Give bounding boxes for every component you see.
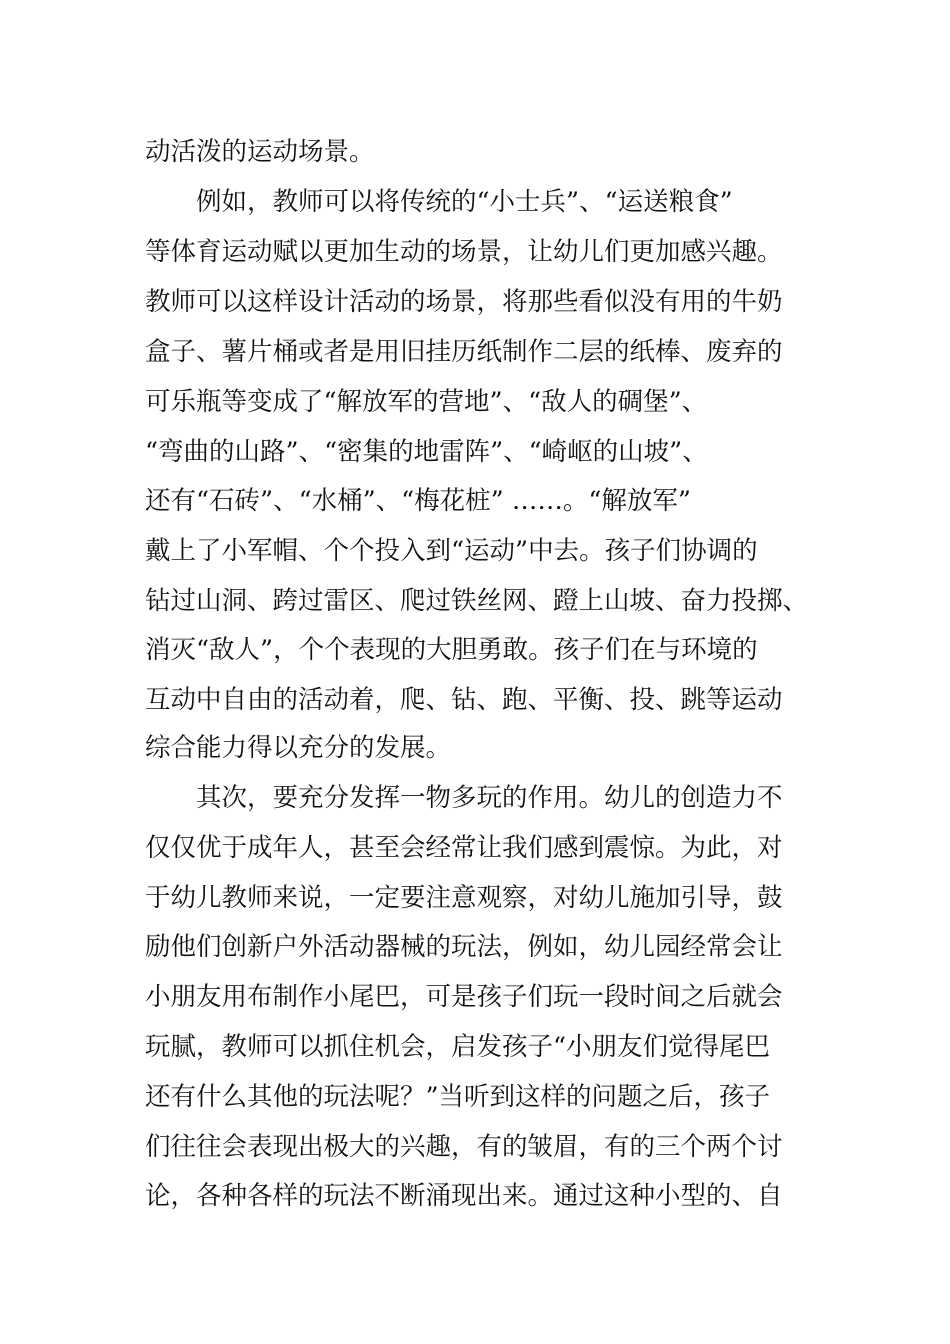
- text-line: 可乐瓶等变成了“解放军的营地”、“敌人的碉堡”、: [145, 387, 708, 417]
- text-line: 仅仅优于成年人，甚至会经常让我们感到震惊。为此，对: [145, 833, 783, 863]
- text-line: 等体育运动赋以更加生动的场景，让幼儿们更加感兴趣。: [145, 237, 783, 267]
- text-line: “弯曲的山路”、“密集的地雷阵”、“崎岖的山坡”、: [145, 437, 708, 467]
- text-line: 综合能力得以充分的发展。: [145, 733, 452, 763]
- text-line: 互动中自由的活动着，爬、钻、跑、平衡、投、跳等运动: [145, 685, 783, 715]
- paragraph-first-line: 其次，要充分发挥一物多玩的作用。幼儿的创造力不: [196, 783, 783, 813]
- paragraph-first-line: 例如，教师可以将传统的“小士兵”、“运送粮食”: [196, 187, 733, 217]
- text-line: 还有什么其他的玩法呢？”当听到这样的问题之后，孩子: [145, 1082, 771, 1112]
- text-line: 盒子、薯片桶或者是用旧挂历纸制作二层的纸棒、废弃的: [145, 337, 783, 367]
- text-line: 于幼儿教师来说，一定要注意观察，对幼儿施加引导，鼓: [145, 883, 783, 913]
- text-line: 励他们创新户外活动器械的玩法，例如，幼儿园经常会让: [145, 932, 783, 962]
- text-line: 玩腻，教师可以抓住机会，启发孩子“小朋友们觉得尾巴: [145, 1032, 771, 1062]
- text-line: 钻过山洞、跨过雷区、爬过铁丝网、蹬上山坡、奋力投掷、: [145, 586, 809, 616]
- text-line: 戴上了小军帽、个个投入到“运动”中去。孩子们协调的: [145, 536, 758, 566]
- text-line: 动活泼的运动场景。: [145, 137, 375, 167]
- text-line: 论，各种各样的玩法不断涌现出来。通过这种小型的、自: [145, 1181, 783, 1211]
- text-line: 还有“石砖”、“水桶”、“梅花桩” ……。“解放军”: [145, 486, 691, 516]
- text-line: 们往往会表现出极大的兴趣，有的皱眉，有的三个两个讨: [145, 1132, 783, 1162]
- text-line: 消灭“敌人”，个个表现的大胆勇敢。孩子们在与环境的: [145, 635, 758, 665]
- text-line: 教师可以这样设计活动的场景，将那些看似没有用的牛奶: [145, 287, 783, 317]
- text-line: 小朋友用布制作小尾巴，可是孩子们玩一段时间之后就会: [145, 982, 783, 1012]
